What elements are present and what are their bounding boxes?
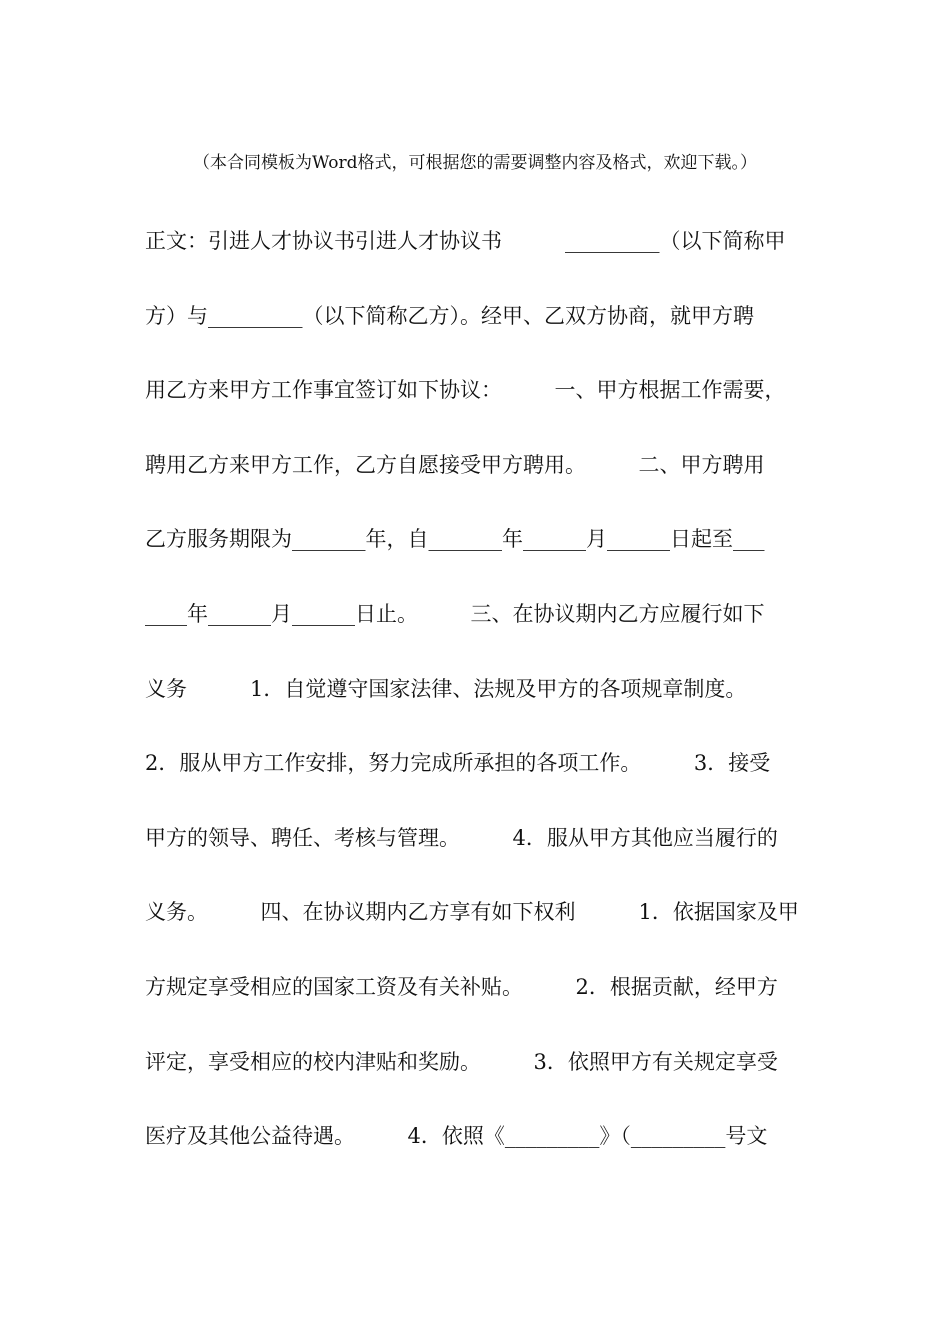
body-line: 用乙方来甲方工作事宜签订如下协议： 一、甲方根据工作需要，	[145, 378, 786, 403]
body-line: 方）与_________（以下简称乙方）。经甲、乙双方协商，就甲方聘	[145, 303, 754, 328]
body-line: ____年______月______日止。 三、在协议期内乙方应履行如下	[145, 601, 765, 626]
body-line: 义务。 四、在协议期内乙方享有如下权利 1．依据国家及甲	[145, 900, 799, 925]
template-note: （本合同模板为Word格式，可根据您的需要调整内容及格式，欢迎下载。）	[192, 153, 758, 173]
body-line: 义务 1．自觉遵守国家法律、法规及甲方的各项规章制度。	[145, 676, 747, 701]
body-line: 方规定享受相应的国家工资及有关补贴。 2．根据贡献，经甲方	[145, 974, 778, 999]
body-line: 正文：引进人才协议书引进人才协议书 _________（以下简称甲	[145, 229, 786, 253]
body-line: 乙方服务期限为_______年，自_______年______月______日起至___	[145, 527, 765, 552]
body-line: 聘用乙方来甲方工作，乙方自愿接受甲方聘用。 二、甲方聘用	[145, 452, 765, 477]
body-line: 医疗及其他公益待遇。 4．依照《_________》（_________号文	[145, 1124, 768, 1149]
body-line: 2．服从甲方工作安排，努力完成所承担的各项工作。 3．接受	[145, 751, 771, 776]
body-line: 评定，享受相应的校内津贴和奖励。 3．依照甲方有关规定享受	[145, 1049, 778, 1074]
contract-body	[145, 224, 805, 1194]
body-line: 甲方的领导、聘任、考核与管理。 4．服从甲方其他应当履行的	[145, 825, 778, 850]
